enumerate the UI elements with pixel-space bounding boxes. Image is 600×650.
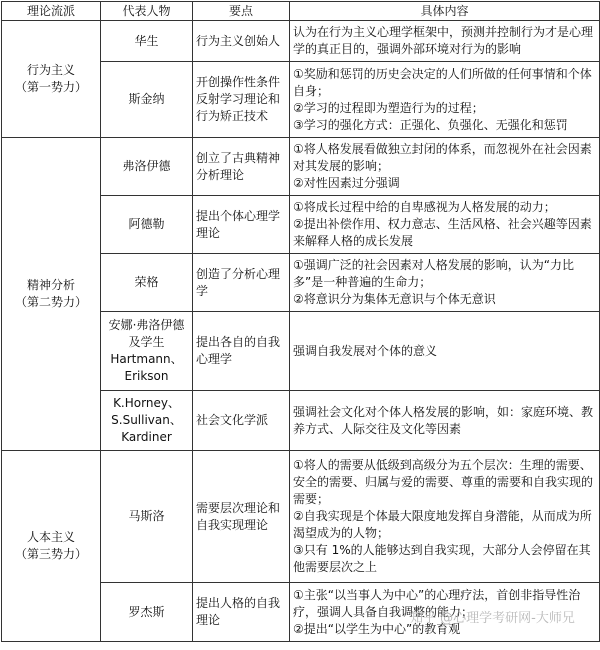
header-content: 具体内容: [290, 2, 600, 21]
key-cell: 开创操作性条件反射学习理论和行为矫正技术: [193, 62, 290, 138]
rep-cell: 荣格: [101, 254, 193, 312]
header-school: 理论流派: [2, 2, 101, 21]
table-row: [2, 138, 600, 196]
rep-cell: K.Horney、 S.Sullivan、 Kardiner: [101, 391, 193, 451]
content-cell: 认为在行为主义心理学框架中，预测并控制行为才是心理学的真正目的，强调外部环境对行为的影响: [290, 21, 600, 62]
key-cell: 提出个体心理学理论: [193, 196, 290, 254]
rep-cell: 安娜·弗洛伊德及学生 Hartmann、 Erikson: [101, 312, 193, 391]
header-row: [2, 2, 600, 21]
watermark: 知乎 @心理学考研网-大师兄: [410, 611, 575, 626]
key-cell: 行为主义创始人: [193, 21, 290, 62]
table-row: [2, 451, 600, 583]
content-cell: ①将人格发展看做独立封闭的体系，而忽视外在社会因素对其发展的影响； ②对性因素过分强调: [290, 138, 600, 196]
key-cell: 创造了分析心理学: [193, 254, 290, 312]
header-rep: 代表人物: [101, 2, 193, 21]
school-humanism: 人本主义 （第三势力）: [2, 451, 101, 642]
psychology-schools-table: [1, 1, 600, 642]
content-cell: 强调社会文化对个体人格发展的影响，如：家庭环境、教养方式、人际交往及文化等因素: [290, 391, 600, 451]
key-cell: 提出人格的自我理论: [193, 583, 290, 642]
content-cell: ①奖励和惩罚的历史会决定的人们所做的任何事情和个体自身； ②学习的过程即为塑造行为的过程； ③学习的强化方式：正强化、负强化、无强化和惩罚: [290, 62, 600, 138]
content-cell: ①强调广泛的社会因素对人格发展的影响，认为“力比多”是一种普遍的生命力； ②将意识分为集体无意识与个体无意识: [290, 254, 600, 312]
school-behaviorism: 行为主义 （第一势力）: [2, 21, 101, 138]
content-cell: ①将成长过程中给的自卑感视为人格发展的动力； ②提出补偿作用、权力意志、生活风格、社会兴趣等因素来解释人格的成长发展: [290, 196, 600, 254]
content-cell: 强调自我发展对个体的意义: [290, 312, 600, 391]
rep-cell: 华生: [101, 21, 193, 62]
content-cell: ①主张“以当事人为中心”的心理疗法，首创非指导性治疗，强调人具备自我调整的能力； ②提出“以学生为中心”的教育观: [290, 583, 600, 642]
school-psychoanalysis: 精神分析 （第二势力）: [2, 138, 101, 451]
rep-cell: 斯金纳: [101, 62, 193, 138]
key-cell: 提出各自的自我心理学: [193, 312, 290, 391]
rep-cell: 阿德勒: [101, 196, 193, 254]
key-cell: 创立了古典精神分析理论: [193, 138, 290, 196]
content-cell: ①将人的需要从低级到高级分为五个层次：生理的需要、安全的需要、归属与爱的需要、尊重的需要和自我实现的需要； ②自我实现是个体最大限度地发挥自身潜能，从而成为所渴望成为的人物； ③只有 1%的人能够达到自我实现，大部分人会停留在其他需要层次之上: [290, 451, 600, 583]
header-key: 要点: [193, 2, 290, 21]
rep-cell: 马斯洛: [101, 451, 193, 583]
rep-cell: 罗杰斯: [101, 583, 193, 642]
key-cell: 需要层次理论和自我实现理论: [193, 451, 290, 583]
table-row: [2, 21, 600, 62]
key-cell: 社会文化学派: [193, 391, 290, 451]
rep-cell: 弗洛伊德: [101, 138, 193, 196]
